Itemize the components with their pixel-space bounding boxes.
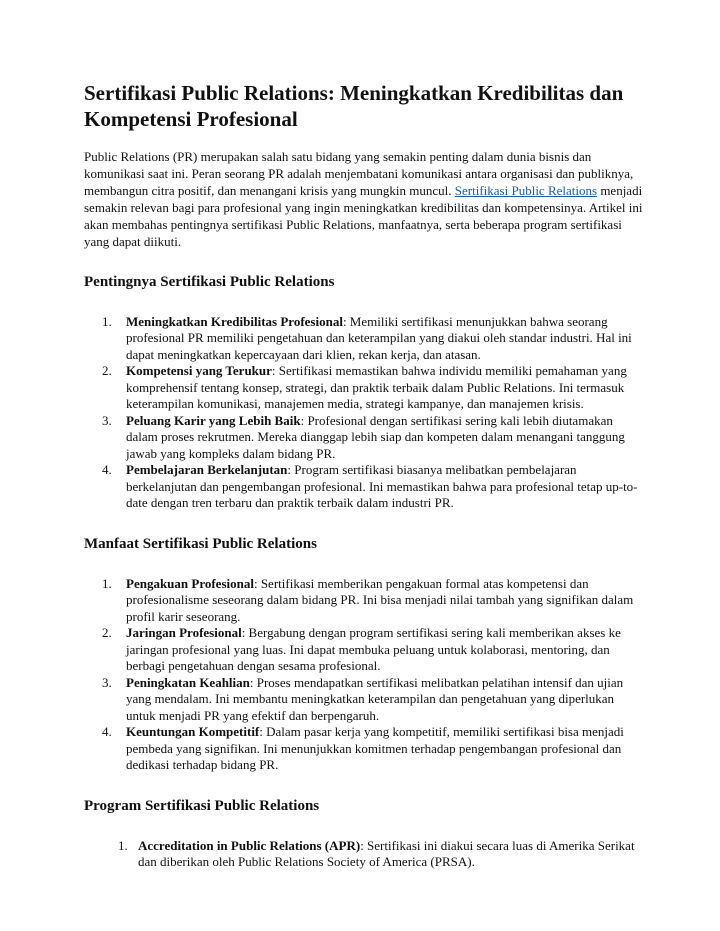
- item-term: Pengakuan Profesional: [126, 575, 254, 591]
- list-item: [84, 413, 644, 463]
- item-number: 3.: [102, 674, 112, 690]
- pentingnya-list: [84, 314, 644, 512]
- list-item: [84, 675, 644, 725]
- item-term: Pembelajaran Berkelanjutan: [126, 462, 288, 478]
- item-term: Keuntungan Kompetitif: [126, 724, 260, 740]
- sertifikasi-link[interactable]: Sertifikasi Public Relations: [454, 183, 598, 199]
- item-text: : Memiliki sertifikasi menunjukkan bahwa seorang profesional PR memiliki pengetahuan dan keterampilan yang diakui oleh standar industri. Hal ini dapat meningkatkan kepercayaan dari klien, rekan kerja, dan atasan.: [126, 313, 632, 362]
- item-number: 4.: [102, 462, 112, 478]
- item-number: 3.: [102, 412, 112, 428]
- item-number: 1.: [102, 575, 112, 591]
- item-text: : Profesional dengan sertifikasi sering kali lebih diutamakan dalam proses rekrutmen. Mereka dianggap lebih siap dan kompeten dalam menangani tanggung jawab yang kompleks dalam bidang PR.: [126, 412, 625, 461]
- item-number: 4.: [102, 724, 112, 740]
- list-item: [84, 576, 644, 626]
- item-text: : Sertifikasi memberikan pengakuan formal atas kompetensi dan profesionalisme seseorang dalam bidang PR. Ini bisa menjadi nilai tambah yang signifikan dalam profil karir seseorang.: [126, 575, 634, 624]
- item-text: : Program sertifikasi biasanya melibatkan pembelajaran berkelanjutan dan pengembangan profesional. Ini memastikan bahwa para profesional tetap up-to-date dengan tren terbaru dan praktik terbaik dalam industri PR.: [126, 462, 638, 511]
- manfaat-list: [84, 576, 644, 774]
- item-number: 1.: [102, 313, 112, 329]
- intro-text-after-link: menjadi semakin relevan bagi para profesional yang ingin meningkatkan kredibilitas dan kompetensinya. Artikel ini akan membahas pentingnya sertifikasi Public Relations, manfaatnya, serta beberapa program sertifikasi yang dapat diikuti.: [84, 183, 643, 250]
- document-page: [84, 80, 644, 893]
- item-term: Meningkatkan Kredibilitas Profesional: [126, 313, 343, 329]
- item-number: 2.: [102, 625, 112, 641]
- list-item: [84, 625, 644, 675]
- section-heading-pentingnya: Pentingnya Sertifikasi Public Relations: [84, 273, 335, 290]
- item-text: : Bergabung dengan program sertifikasi sering kali memberikan akses ke jaringan profesional yang luas. Ini dapat membuka peluang untuk kolaborasi, mentoring, dan berbagi pengetahuan dengan sesama profesional.: [126, 625, 621, 674]
- intro-paragraph: [84, 148, 644, 251]
- list-item: [84, 363, 644, 413]
- section-heading-program: Program Sertifikasi Public Relations: [84, 797, 320, 814]
- section-heading-manfaat: Manfaat Sertifikasi Public Relations: [84, 535, 317, 552]
- item-term: Peningkatan Keahlian: [126, 674, 250, 690]
- list-item: [84, 724, 644, 774]
- item-number: 1.: [118, 837, 128, 853]
- item-term: Peluang Karir yang Lebih Baik: [126, 412, 301, 428]
- page-title: Sertifikasi Public Relations: Meningkatkan Kredibilitas dan Kompetensi Profesional: [84, 81, 624, 131]
- item-text: : Sertifikasi ini diakui secara luas di Amerika Serikat dan diberikan oleh Public Relations Society of America (PRSA).: [138, 837, 635, 870]
- item-number: 2.: [102, 363, 112, 379]
- item-text: : Proses mendapatkan sertifikasi melibatkan pelatihan intensif dan ujian yang mendalam. Ini membantu meningkatkan keterampilan dan pengetahuan yang diperlukan untuk menjadi PR yang efektif dan berpengaruh.: [126, 674, 624, 723]
- list-item: [84, 314, 644, 364]
- item-term: Kompetensi yang Terukur: [126, 363, 272, 379]
- item-term: Jaringan Profesional: [126, 625, 242, 641]
- list-item: [84, 838, 644, 871]
- program-list: [84, 838, 644, 871]
- item-term: Accreditation in Public Relations (APR): [138, 837, 361, 853]
- item-text: : Sertifikasi memastikan bahwa individu memiliki pemahaman yang komprehensif tentang konsep, strategi, dan praktik terbaik dalam Public Relations. Ini termasuk keterampilan komunikasi, manajemen media, strategi kampanye, dan manajemen krisis.: [126, 363, 627, 412]
- item-text: : Dalam pasar kerja yang kompetitif, memiliki sertifikasi bisa menjadi pembeda yang signifikan. Ini menunjukkan komitmen terhadap pengembangan profesional dan dedikasi terhadap bidang PR.: [126, 724, 624, 773]
- intro-text-before-link: Public Relations (PR) merupakan salah satu bidang yang semakin penting dalam dunia bisnis dan komunikasi saat ini. Peran seorang PR adalah menjembatani komunikasi antara organisasi dan publiknya, membangun citra positif, dan menangani krisis yang mungkin muncul.: [84, 149, 634, 199]
- list-item: [84, 462, 644, 512]
